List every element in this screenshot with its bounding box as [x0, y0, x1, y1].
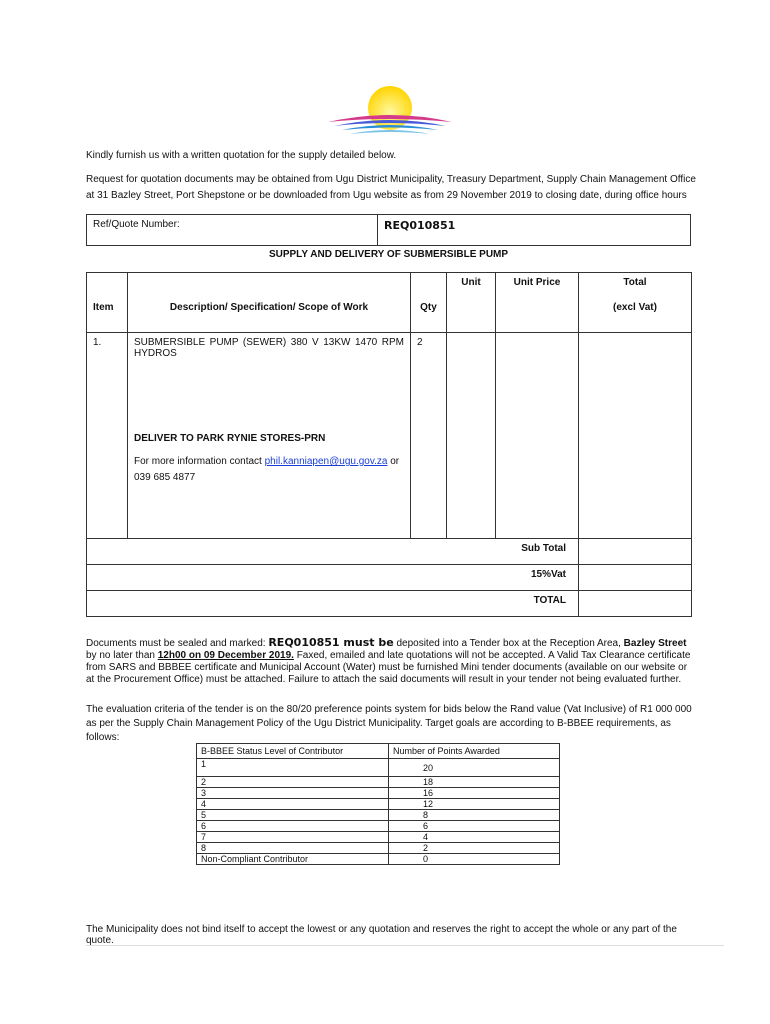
intro-line-1: Kindly furnish us with a written quotation for the supply detailed below. [86, 150, 397, 161]
header-item: Item [87, 273, 128, 333]
bbbee-points: 16 [389, 788, 560, 799]
total-value [579, 591, 692, 617]
bbbee-table [196, 743, 560, 865]
bbbee-level: 7 [197, 832, 389, 843]
subtotal-label: Sub Total [87, 539, 579, 565]
row-description-cell [128, 333, 411, 539]
bbbee-level: 3 [197, 788, 389, 799]
docs-text-2: deposited into a Tender box at the Reception Area, [396, 638, 621, 649]
bbbee-level: 5 [197, 810, 389, 821]
docs-text-4: Faxed, emailed and late quotations will not be accepted. A Valid Tax Clearance certificate from SARS and BBBEE certificate and Municipal Account (Water) must be furnished Mini tender documents (available on our website or at the Procurement Office) must be attached. Failure to attach the said documents will result in your tender not being evaluated further. [86, 650, 691, 685]
bbbee-level: 4 [197, 799, 389, 810]
row-description: SUBMERSIBLE PUMP (SEWER) 380 V 13KW 1470 RPM HYDROS [134, 337, 404, 359]
row-item: 1. [87, 333, 128, 539]
bbbee-level: 2 [197, 777, 389, 788]
ref-label: Ref/Quote Number: [87, 215, 378, 246]
intro-line-2: Request for quotation documents may be obtained from Ugu District Municipality, Treasury Department, Supply Chain Management Office at 31 Bazley Street, Port Shepstone or be downloaded from Ugu website as from 29 November 2019 to closing date, during office hours [86, 174, 696, 201]
footer-disclaimer: The Municipality does not bind itself to accept the lowest or any quotation and reserves the right to accept the whole or any part of the quote. [86, 924, 677, 946]
bbbee-level: Non-Compliant Contributor [197, 854, 389, 865]
docs-street: Bazley Street [623, 638, 687, 649]
bbbee-row [197, 821, 560, 832]
row-total [579, 333, 692, 539]
docs-text-1: Documents must be sealed and marked: [86, 638, 266, 649]
header-unit: Unit [447, 273, 496, 333]
bbbee-level: 1 [197, 759, 389, 777]
bbbee-row [197, 788, 560, 799]
bbbee-row [197, 810, 560, 821]
bbbee-points: 6 [389, 821, 560, 832]
vat-value [579, 565, 692, 591]
bbbee-row [197, 777, 560, 788]
deliver-note: DELIVER TO PARK RYNIE STORES-PRN [134, 433, 326, 444]
row-unit [447, 333, 496, 539]
bbbee-points: 4 [389, 832, 560, 843]
bbbee-points: 2 [389, 843, 560, 854]
documents-paragraph [86, 637, 696, 686]
bbbee-points: 12 [389, 799, 560, 810]
bbbee-points: 20 [389, 759, 560, 777]
bbbee-rows [197, 759, 560, 865]
total-label: TOTAL [87, 591, 579, 617]
header-qty: Qty [411, 273, 447, 333]
municipality-logo [320, 80, 460, 140]
bbbee-points: 8 [389, 810, 560, 821]
docs-text-3: by no later than [86, 650, 155, 661]
bbbee-header-points: Number of Points Awarded [389, 744, 560, 759]
docs-ref: REQ010851 must be [268, 636, 394, 649]
bbbee-points: 18 [389, 777, 560, 788]
bbbee-row [197, 843, 560, 854]
contact-phone: 039 685 4877 [134, 472, 196, 483]
page-heading: SUPPLY AND DELIVERY OF SUBMERSIBLE PUMP [268, 249, 509, 260]
row-unit-price [496, 333, 579, 539]
header-description: Description/ Specification/ Scope of Work [128, 273, 411, 333]
bbbee-header-level: B-BBEE Status Level of Contributor [197, 744, 389, 759]
bbbee-level: 8 [197, 843, 389, 854]
ref-value: REQ010851 [378, 215, 691, 246]
row-qty: 2 [411, 333, 447, 539]
bbbee-row [197, 832, 560, 843]
bbbee-points: 0 [389, 854, 560, 865]
header-unit-price: Unit Price [496, 273, 579, 333]
bbbee-row [197, 799, 560, 810]
contact-email-link[interactable]: phil.kanniapen@ugu.gov.za [264, 456, 388, 467]
quote-table [86, 272, 692, 617]
evaluation-paragraph: The evaluation criteria of the tender is on the 80/20 preference points system for bids below the Rand value (Vat Inclusive) of R1 000 000 as per the Supply Chain Management Policy of the Ugu District Municipality. Target goals are according to B-BBEE requirements, as follows: [86, 704, 692, 743]
header-total-sub: (excl Vat) [613, 302, 657, 313]
ref-box [86, 214, 691, 246]
docs-deadline: 12h00 on 09 December 2019. [157, 650, 294, 661]
bbbee-row [197, 759, 560, 777]
subtotal-value [579, 539, 692, 565]
header-total-label: Total [623, 277, 647, 288]
header-total [579, 273, 692, 333]
bbbee-level: 6 [197, 821, 389, 832]
contact-info [134, 454, 404, 486]
footer-divider [86, 945, 724, 946]
contact-prefix: For more information contact [134, 456, 262, 467]
bbbee-row [197, 854, 560, 865]
contact-mid: or [390, 456, 400, 467]
vat-label: 15%Vat [87, 565, 579, 591]
